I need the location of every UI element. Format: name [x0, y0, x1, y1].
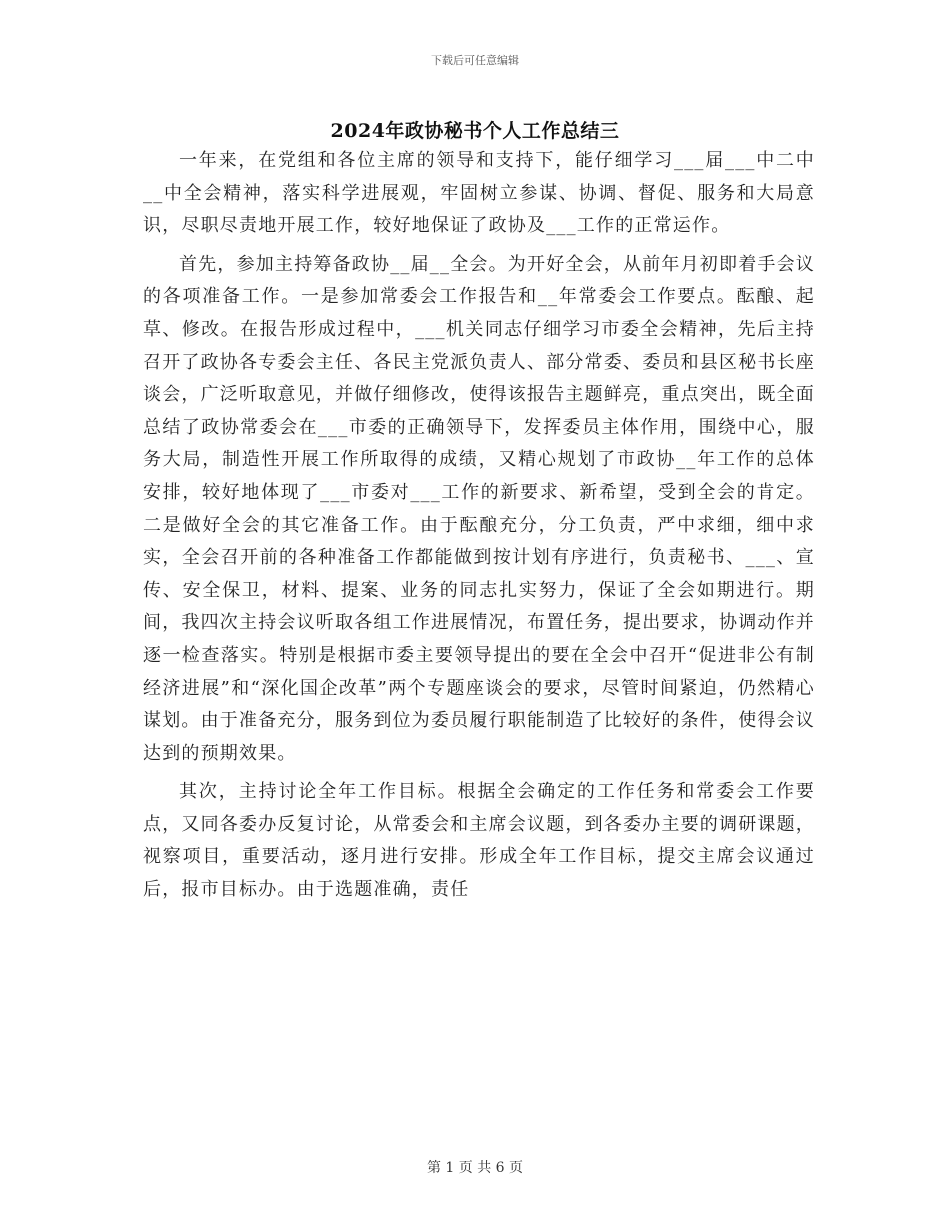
paragraph-first: 首先，参加主持筹备政协__届__全会。为开好全会，从前年月初即着手会议的各项准备工作。一是参加常委会工作报告和__年常委会工作要点。酝酿、起草、修改。在报告形成过程中，___机关同志仔细学习市委全会精神，先后主持召开了政协各专委会主任、各民主党派负责人、部分常委、委员和县区秘书长座谈会，广泛听取意见，并做仔细修改，使得该报告主题鲜亮，重点突出，既全面总结了政协常委会在___市委的正确领导下，发挥委员主体作用，围绕中心，服务大局，制造性开展工作所取得的成绩，又精心规划了市政协__年工作的总体安排，较好地体现了___市委对___工作的新要求、新希望，受到全会的肯定。二是做好全会的其它准备工作。由于酝酿充分，分工负责，严中求细，细中求实，全会召开前的各种准备工作都能做到按计划有序进行，负责秘书、___、宣传、安全保卫，材料、提案、业务的同志扎实努力，保证了全会如期进行。期间，我四次主持会议听取各组工作进展情况，布置任务，提出要求，协调动作并逐一检查落实。特别是根据市委主要领导提出的要在全会中召开“促进非公有制经济进展”和“深化国企改革”两个专题座谈会的要求，尽管时间紧迫，仍然精心谋划。由于准备充分，服务到位为委员履行职能制造了比较好的条件，使得会议达到的预期效果。 [143, 253, 815, 764]
page-number-footer: 第 1 页 共 6 页 [426, 1160, 524, 1176]
paragraph-intro: 一年来，在党组和各位主席的领导和支持下，能仔细学习___届___中二中__中全会精神，落实科学进展观，牢固树立参谋、协调、督促、服务和大局意识，尽职尽责地开展工作，较好地保证了政协及___工作的正常运作。 [143, 150, 815, 237]
document-body [143, 145, 815, 913]
paragraph-second: 其次，主持讨论全年工作目标。根据全会确定的工作任务和常委会工作要点，又同各委办反复讨论，从常委会和主席会议题，到各委办主要的调研课题，视察项目，重要活动，逐月进行安排。形成全年工作目标，提交主席会议通过后，报市目标办。由于选题准确，责任 [143, 781, 815, 901]
page-header-note: 下载后可任意编辑 [431, 54, 519, 67]
document-title: 2024年政协秘书个人工作总结三 [330, 120, 620, 142]
